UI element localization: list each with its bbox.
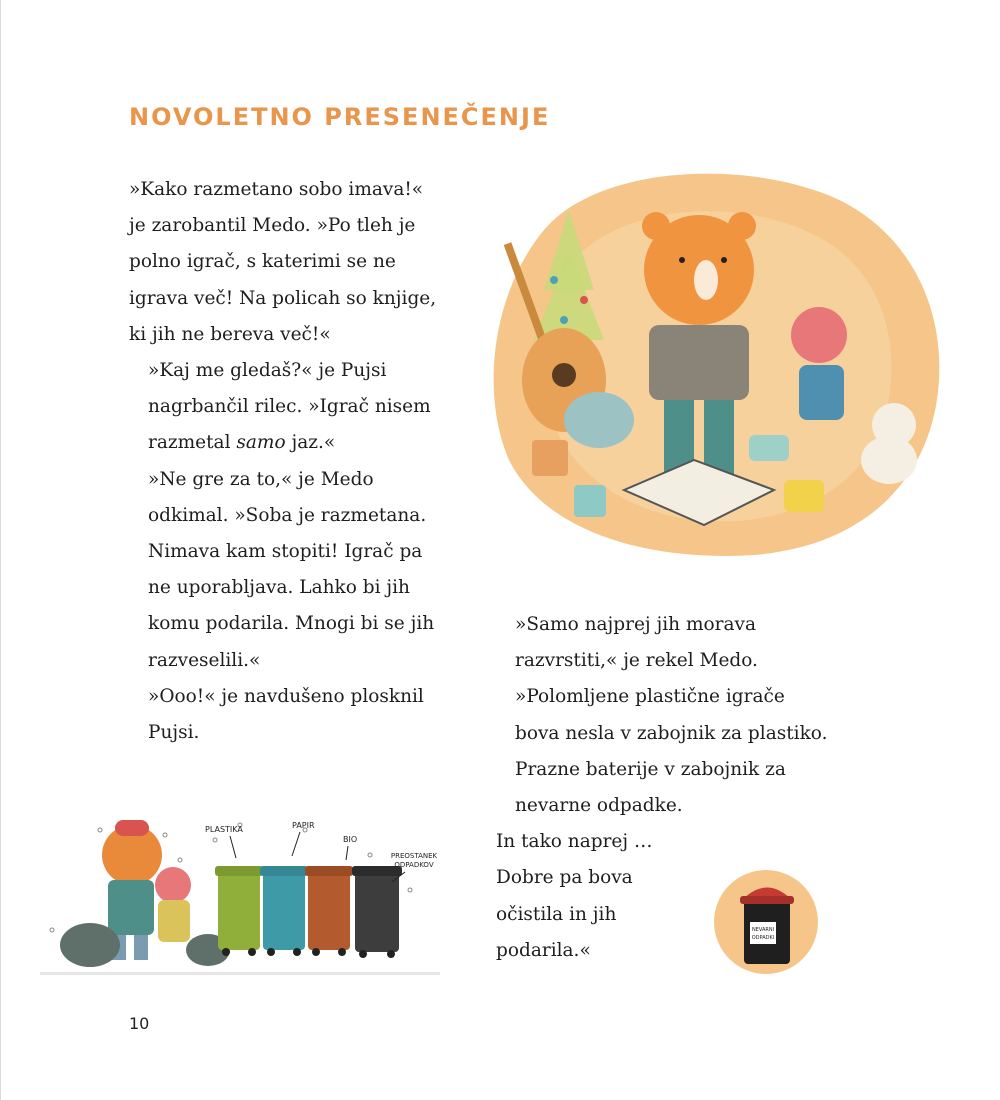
text-line: razveselili.« — [148, 649, 261, 671]
text-line: komu podarila. Mnogi bi se jih — [148, 613, 435, 635]
text-line: očistila in jih — [496, 903, 617, 925]
text-line: Prazne baterije v zabojnik za — [515, 758, 786, 780]
paragraph-3 — [129, 462, 479, 679]
label-ostanek-line1: PREOSTANEK — [390, 852, 438, 860]
text-fragment: razmetal — [148, 432, 237, 454]
paragraph-5 — [496, 607, 846, 824]
hazard-label-line2: ODPADKI — [751, 935, 775, 941]
text-line: »Kako razmetano sobo imava!« — [129, 179, 424, 200]
text-line: polno igrač, s katerimi se ne — [129, 251, 396, 273]
text-fragment: jaz.« — [285, 432, 336, 454]
text-line: odkimal. »Soba je razmetana. — [148, 504, 427, 526]
text-line: »Ooo!« je navdušeno plosknil — [148, 685, 424, 707]
text-line: »Polomljene plastične igrače — [515, 686, 785, 708]
text-line: nevarne odpadke. — [515, 795, 683, 817]
toys-room-illustration-icon — [484, 160, 948, 560]
left-text-column — [129, 172, 479, 751]
label-papir: PAPIR — [292, 821, 315, 830]
paragraph-2 — [129, 353, 479, 462]
page-number: 10 — [129, 1014, 150, 1033]
text-line: »Kaj me gledaš?« je Pujsi — [148, 360, 387, 382]
text-line: nagrbančil rilec. »Igrač nisem — [148, 396, 431, 418]
text-line: Dobre pa bova — [496, 867, 633, 889]
text-line: Pujsi. — [148, 722, 200, 744]
text-line: igrava več! Na policah so knjige, — [129, 287, 437, 309]
page-edge — [0, 0, 1, 1100]
text-line: je zarobantil Medo. »Po tleh je — [129, 215, 416, 237]
text-line: Nimava kam stopiti! Igrač pa — [148, 541, 423, 563]
text-line: podarila.« — [496, 939, 591, 961]
text-line: razvrstiti,« je rekel Medo. — [515, 650, 758, 672]
recycling-bins-illustration-icon — [40, 800, 440, 990]
label-ostanek-line2: ODPADKOV — [394, 861, 434, 869]
text-line: »Samo najprej jih morava — [515, 614, 756, 635]
text-line — [129, 425, 479, 461]
hazardous-waste-bin-illustration-icon — [712, 860, 820, 978]
paragraph-4 — [129, 679, 479, 751]
text-line: bova nesla v zabojnik za plastiko. — [515, 722, 828, 744]
text-line: In tako naprej … — [496, 831, 653, 853]
text-line: ki jih ne bereva več!« — [129, 323, 331, 345]
paragraph-1 — [129, 172, 479, 353]
text-line: ne uporabljava. Lahko bi jih — [148, 577, 410, 599]
hazard-label-line1: NEVARNI — [751, 927, 775, 933]
label-bio: BIO — [343, 835, 358, 844]
text-line: »Ne gre za to,« je Medo — [148, 468, 374, 490]
label-plastika: PLASTIKA — [205, 825, 243, 834]
emphasized-word: samo — [236, 432, 286, 454]
page-title: NOVOLETNO PRESENEČENJE — [129, 103, 551, 131]
